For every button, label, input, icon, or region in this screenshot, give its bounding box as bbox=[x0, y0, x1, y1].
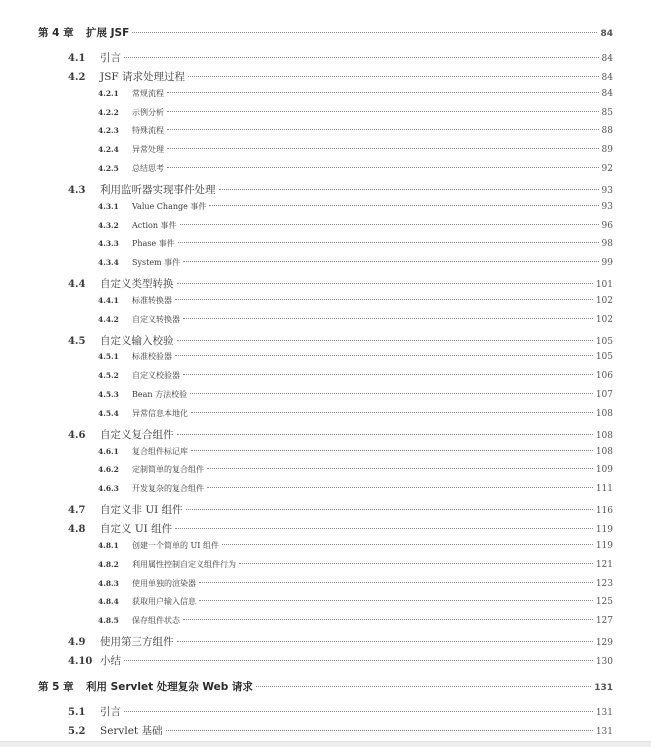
toc-page-number: 93 bbox=[601, 201, 613, 212]
toc-page-number: 127 bbox=[595, 616, 613, 627]
dot-leader bbox=[175, 299, 593, 300]
toc-entry-section bbox=[68, 634, 613, 649]
toc-entry-subsection bbox=[98, 257, 613, 268]
dot-leader bbox=[183, 261, 598, 262]
dot-leader bbox=[178, 242, 599, 243]
dot-leader bbox=[177, 283, 593, 284]
toc-number: 4.5.3 bbox=[98, 390, 119, 400]
dot-leader bbox=[191, 412, 593, 413]
toc-title: 标准校验器 bbox=[132, 352, 172, 362]
dot-leader bbox=[180, 224, 599, 225]
toc-page-number: 99 bbox=[601, 258, 613, 269]
dot-leader bbox=[222, 544, 593, 545]
toc-title: 自定义校验器 bbox=[132, 371, 180, 381]
dot-leader bbox=[199, 582, 593, 583]
toc-page-number: 88 bbox=[601, 126, 613, 137]
toc-title: 利用属性控制自定义组件行为 bbox=[132, 559, 236, 569]
toc-title: 自定义输入校验 bbox=[100, 334, 174, 347]
dot-leader bbox=[167, 111, 599, 112]
toc-number: 4.8.5 bbox=[98, 616, 119, 626]
dot-leader bbox=[167, 167, 599, 168]
toc-page-number: 116 bbox=[595, 506, 613, 517]
dot-leader bbox=[167, 148, 599, 149]
dot-leader bbox=[183, 318, 593, 319]
toc-entry-subsection bbox=[98, 578, 613, 589]
toc-number: 4.8.3 bbox=[98, 578, 119, 588]
page-bottom-edge bbox=[0, 741, 651, 747]
toc-entry-section bbox=[68, 69, 613, 84]
toc-entry-subsection bbox=[98, 559, 613, 570]
toc-entry-subsection bbox=[98, 107, 613, 118]
toc-page-number: 105 bbox=[595, 352, 613, 363]
toc-title: 异常信息本地化 bbox=[132, 408, 188, 418]
toc-title: 自定义转换器 bbox=[132, 314, 180, 324]
toc-number: 4.2.5 bbox=[98, 164, 119, 174]
toc-page-number: 96 bbox=[601, 220, 613, 231]
toc-number: 4.8.2 bbox=[98, 559, 119, 569]
dot-leader bbox=[166, 730, 593, 731]
toc-title: 获取用户输入信息 bbox=[132, 597, 196, 607]
toc-entry-subsection bbox=[98, 220, 613, 231]
toc-entry-section bbox=[68, 50, 613, 65]
dot-leader bbox=[209, 205, 598, 206]
toc-title: 引言 bbox=[100, 705, 121, 718]
toc-page-number: 119 bbox=[595, 525, 613, 535]
toc-entry-section bbox=[68, 276, 613, 291]
toc-number: 4.7 bbox=[68, 505, 86, 517]
toc-title: 自定义 UI 组件 bbox=[100, 523, 173, 535]
toc-number: 4.3.4 bbox=[98, 258, 119, 268]
toc-title: 示例分析 bbox=[132, 107, 164, 117]
toc-page-number: 107 bbox=[595, 390, 613, 401]
toc-number: 4.5 bbox=[68, 335, 86, 347]
toc-title: 自定义非 UI 组件 bbox=[100, 504, 183, 517]
toc-title: 利用 Servlet 处理复杂 Web 请求 bbox=[86, 680, 253, 693]
toc-title: 保存组件状态 bbox=[132, 616, 180, 626]
toc-title: 自定义复合组件 bbox=[100, 428, 174, 441]
toc-page-number: 101 bbox=[595, 280, 613, 291]
toc-entry-section bbox=[68, 333, 613, 348]
toc-number: 4.10 bbox=[68, 655, 93, 667]
toc-number: 4.2.1 bbox=[98, 88, 119, 98]
toc-title: 标准转换器 bbox=[132, 295, 172, 305]
toc-title: 使用第三方组件 bbox=[100, 636, 174, 649]
toc-page-number: 125 bbox=[595, 597, 613, 608]
dot-leader bbox=[124, 660, 593, 661]
toc-number: 4.8.1 bbox=[98, 540, 119, 550]
toc-entry-section bbox=[68, 704, 613, 719]
toc-page-number: 108 bbox=[595, 446, 613, 457]
toc-page-number: 89 bbox=[601, 145, 613, 156]
toc-entry-subsection bbox=[98, 408, 613, 419]
dot-leader bbox=[190, 393, 593, 394]
toc-number: 4.3.3 bbox=[98, 239, 119, 249]
dot-leader bbox=[132, 32, 597, 33]
dot-leader bbox=[124, 711, 593, 712]
toc-page-number: 84 bbox=[601, 54, 613, 64]
toc-page-number: 119 bbox=[595, 540, 613, 551]
toc-page-number: 84 bbox=[600, 29, 613, 39]
toc-page-number: 93 bbox=[601, 185, 613, 196]
toc-title: 扩展 JSF bbox=[86, 27, 130, 39]
toc-page-number: 123 bbox=[595, 578, 613, 589]
toc-number: 第 4 章 bbox=[38, 27, 74, 39]
toc-page-number: 106 bbox=[595, 371, 613, 382]
toc-title: Servlet 基础 bbox=[100, 724, 163, 737]
toc-entry-subsection bbox=[98, 483, 613, 494]
toc-entry-section bbox=[68, 653, 613, 668]
toc-page-number: 98 bbox=[601, 239, 613, 250]
toc-number: 4.3 bbox=[68, 184, 86, 196]
dot-leader bbox=[175, 355, 593, 356]
toc-entry-subsection bbox=[98, 201, 613, 212]
toc-entry-section bbox=[68, 521, 613, 536]
toc-entry-subsection bbox=[98, 540, 613, 551]
toc-page-number: 102 bbox=[595, 295, 613, 306]
toc-title: Bean 方法校验 bbox=[132, 390, 188, 400]
toc-entry-chapter bbox=[38, 25, 613, 40]
toc-number: 4.8 bbox=[68, 524, 86, 535]
toc-page-number: 92 bbox=[601, 164, 613, 175]
toc-number: 4.6.1 bbox=[98, 446, 119, 456]
toc-entry-subsection bbox=[98, 295, 613, 306]
dot-leader bbox=[167, 129, 599, 130]
dot-leader bbox=[239, 563, 593, 564]
toc-title: 异常处理 bbox=[132, 145, 164, 155]
dot-leader bbox=[167, 92, 599, 93]
toc-entry-subsection bbox=[98, 125, 613, 136]
toc-title: 总结思考 bbox=[132, 164, 164, 174]
toc-title: 小结 bbox=[100, 654, 121, 667]
toc-title: 开发复杂的复合组件 bbox=[132, 484, 204, 494]
toc-page-number: 108 bbox=[595, 408, 613, 419]
toc-title: 引言 bbox=[100, 52, 121, 64]
toc-title: 创建一个简单的 UI 组件 bbox=[132, 540, 219, 550]
toc-title: 特殊流程 bbox=[132, 126, 164, 136]
dot-leader bbox=[191, 450, 593, 451]
toc-title: 常规流程 bbox=[132, 88, 164, 98]
dot-leader bbox=[175, 528, 593, 529]
toc-page-number: 84 bbox=[601, 72, 613, 83]
toc-entry-section bbox=[68, 427, 613, 442]
dot-leader bbox=[219, 189, 599, 190]
toc-number: 4.5.4 bbox=[98, 408, 119, 418]
toc-title: System 事件 bbox=[132, 258, 181, 268]
toc-entry-subsection bbox=[98, 351, 613, 362]
toc-number: 4.2.3 bbox=[98, 126, 119, 136]
toc-page-number: 131 bbox=[594, 682, 613, 693]
toc-number: 4.9 bbox=[68, 637, 86, 649]
toc-entry-subsection bbox=[98, 389, 613, 400]
toc-page-number: 105 bbox=[595, 336, 613, 347]
toc-title: 使用单独的渲染器 bbox=[132, 578, 196, 588]
toc-page-number: 85 bbox=[601, 107, 613, 118]
toc-title: 自定义类型转换 bbox=[100, 278, 174, 291]
toc-entry-chapter bbox=[38, 679, 613, 694]
dot-leader bbox=[183, 619, 593, 620]
dot-leader bbox=[188, 76, 599, 77]
toc-number: 4.4 bbox=[68, 279, 86, 291]
toc-page-number: 131 bbox=[595, 726, 613, 737]
toc-number: 4.2.2 bbox=[98, 107, 119, 117]
toc-entry-section bbox=[68, 182, 613, 197]
dot-leader bbox=[124, 57, 599, 58]
toc-number: 4.6 bbox=[68, 429, 86, 441]
toc-entry-subsection bbox=[98, 163, 613, 174]
toc-entry-subsection bbox=[98, 446, 613, 457]
dot-leader bbox=[256, 686, 591, 687]
toc-title: 利用监听器实现事件处理 bbox=[100, 183, 216, 196]
toc-number: 4.6.2 bbox=[98, 465, 119, 475]
toc-entry-subsection bbox=[98, 144, 613, 155]
toc-number: 4.3.1 bbox=[98, 201, 119, 211]
toc-number: 4.1 bbox=[68, 53, 86, 64]
dot-leader bbox=[177, 641, 593, 642]
toc-number: 4.8.4 bbox=[98, 597, 119, 607]
toc-entry-section bbox=[68, 502, 613, 517]
toc-number: 4.5.2 bbox=[98, 371, 119, 381]
toc-entry-subsection bbox=[98, 370, 613, 381]
toc-entry-subsection bbox=[98, 314, 613, 325]
toc-number: 4.2.4 bbox=[98, 145, 119, 155]
toc-number: 4.4.2 bbox=[98, 314, 119, 324]
dot-leader bbox=[177, 434, 593, 435]
dot-leader bbox=[207, 468, 593, 469]
toc-entry-subsection bbox=[98, 238, 613, 249]
toc-number: 第 5 章 bbox=[38, 680, 74, 693]
toc-number: 4.5.1 bbox=[98, 352, 119, 362]
dot-leader bbox=[183, 374, 593, 375]
dot-leader bbox=[186, 509, 593, 510]
toc-number: 5.1 bbox=[68, 706, 86, 718]
toc-page-number: 111 bbox=[595, 484, 613, 495]
toc-title: Value Change 事件 bbox=[132, 201, 207, 211]
toc-title: 定制简单的复合组件 bbox=[132, 465, 204, 475]
toc-title: Action 事件 bbox=[132, 220, 177, 230]
toc-entry-subsection bbox=[98, 615, 613, 626]
toc-entry-subsection bbox=[98, 464, 613, 475]
toc-page-number: 131 bbox=[595, 707, 613, 718]
toc-number: 4.3.2 bbox=[98, 220, 119, 230]
dot-leader bbox=[177, 340, 593, 341]
toc-number: 4.6.3 bbox=[98, 484, 119, 494]
toc-page-number: 108 bbox=[595, 430, 613, 441]
toc-entry-section bbox=[68, 723, 613, 738]
dot-leader bbox=[207, 487, 593, 488]
toc-page-number: 109 bbox=[595, 465, 613, 476]
toc-page-number: 121 bbox=[595, 559, 613, 570]
toc-entry-subsection bbox=[98, 88, 613, 99]
toc-entry-subsection bbox=[98, 596, 613, 607]
dot-leader bbox=[199, 600, 593, 601]
toc-title: 复合组件标记库 bbox=[132, 446, 188, 456]
toc-title: JSF 请求处理过程 bbox=[100, 70, 186, 83]
toc-page-number: 129 bbox=[595, 638, 613, 649]
toc-page-number: 84 bbox=[601, 88, 613, 99]
toc-number: 5.2 bbox=[68, 725, 86, 737]
toc-title: Phase 事件 bbox=[132, 239, 175, 249]
toc-page-number: 130 bbox=[595, 656, 613, 667]
toc-number: 4.4.1 bbox=[98, 295, 119, 305]
toc-page-number: 102 bbox=[595, 314, 613, 325]
toc-number: 4.2 bbox=[68, 71, 86, 83]
